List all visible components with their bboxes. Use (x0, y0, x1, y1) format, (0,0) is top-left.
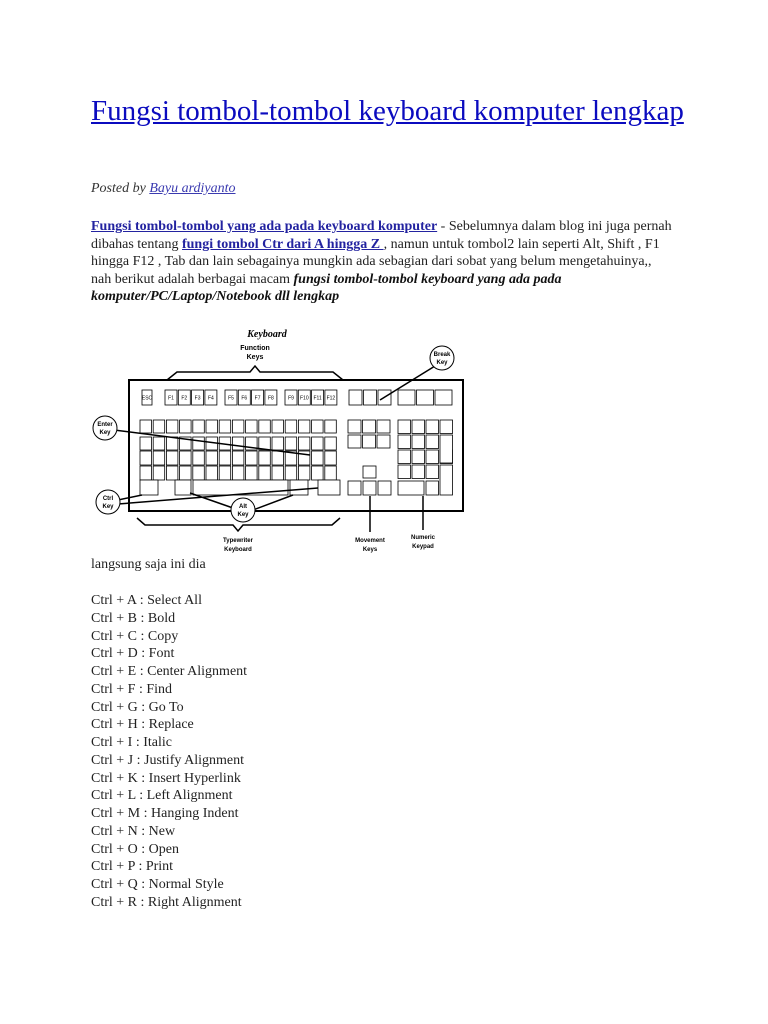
key (166, 466, 178, 480)
key (193, 420, 205, 433)
key (426, 481, 439, 495)
keyboard-diagram (80, 320, 480, 560)
key (378, 481, 391, 495)
key (272, 466, 284, 480)
key (140, 451, 152, 465)
key (140, 420, 152, 433)
intro-text: nah berikut adalah berbagai macam (91, 271, 294, 287)
key (166, 451, 178, 465)
key (417, 390, 434, 405)
key (285, 420, 297, 433)
key-label: ESC (141, 395, 153, 402)
key (426, 420, 439, 434)
key (180, 466, 192, 480)
shortcut-item: Ctrl + Q : Normal Style (91, 877, 224, 892)
label-break: Break (433, 352, 451, 358)
key (426, 435, 439, 449)
key (193, 466, 205, 480)
key (193, 480, 288, 495)
key (440, 465, 453, 495)
key (440, 435, 453, 463)
intro-bold: fungsi tombol-tombol keyboard yang ada pada komputer/PC/Laptop/Notebook dll lengkap (91, 271, 562, 305)
key (153, 437, 165, 450)
key (272, 420, 284, 433)
key (412, 450, 425, 464)
key (232, 437, 244, 450)
shortcut-item: Ctrl + B : Bold (91, 610, 176, 626)
key (180, 451, 192, 465)
break-key-callout (430, 346, 454, 370)
intro-text: , namun untuk tombol2 lain seperti Alt, Shift , F1 hingga F12 , Tab dan lain sebagainya mungkin ada sebagian dari sobat yang belum mengetahuinya,, (91, 236, 660, 270)
key (364, 390, 377, 405)
key (325, 451, 337, 465)
key (398, 390, 415, 405)
label-ctrl: Ctrl (102, 496, 114, 502)
label-alt: Key (237, 512, 249, 518)
key (312, 420, 324, 433)
key (272, 451, 284, 465)
key (140, 437, 152, 450)
label-movement: Movement (355, 538, 385, 544)
key (398, 481, 424, 495)
key (363, 420, 376, 433)
key (426, 465, 439, 479)
label-typewriter: Keyboard (224, 547, 252, 553)
key (193, 437, 205, 450)
author-link[interactable]: Bayu ardiyanto (149, 181, 236, 196)
post-title-link[interactable]: Fungsi tombol-tombol keyboard komputer lengkap (91, 95, 684, 127)
shortcut-item: Ctrl + O : Open (91, 841, 179, 857)
key (259, 466, 271, 480)
key (377, 420, 390, 433)
key-label: F9 (288, 395, 294, 402)
key (298, 420, 310, 433)
intro-link-ctrl[interactable]: fungi tombol Ctr dari A hingga Z (181, 236, 384, 252)
key (272, 437, 284, 450)
ctrl-key-callout (96, 490, 120, 514)
key-label: F5 (228, 395, 234, 402)
lead-text: langsung saja ini dia (91, 557, 206, 572)
key (246, 466, 258, 480)
key (298, 466, 310, 480)
key (166, 437, 178, 450)
shortcut-item: Ctrl + H : Replace (91, 717, 194, 733)
key (153, 466, 165, 480)
key (219, 466, 231, 480)
label-enter: Key (99, 430, 111, 436)
alt-key-callout (231, 498, 255, 522)
key (219, 451, 231, 465)
key (363, 435, 376, 448)
key (153, 451, 165, 465)
shortcut-list (91, 592, 247, 912)
key (348, 481, 361, 495)
label-function: Function (240, 345, 270, 352)
key (435, 390, 452, 405)
key (298, 437, 310, 450)
key (206, 420, 218, 433)
key (246, 420, 258, 433)
label-enter: Enter (97, 422, 113, 428)
shortcut-item: Ctrl + P : Print (91, 859, 174, 875)
enter-key-callout (93, 416, 117, 440)
key (398, 435, 411, 449)
label-numeric: Numeric (410, 535, 436, 541)
key (318, 480, 340, 495)
key (140, 480, 158, 495)
key (180, 420, 192, 433)
key (349, 390, 362, 405)
key (259, 451, 271, 465)
key (440, 420, 453, 434)
diagram-title: Keyboard (247, 329, 287, 340)
key (206, 451, 218, 465)
key (246, 451, 258, 465)
function-bracket (167, 366, 343, 380)
shortcut-item: Ctrl + R : Right Alignment (91, 894, 242, 910)
label-typewriter: Typewriter (223, 538, 253, 544)
key-label: F7 (254, 395, 261, 402)
shortcut-item: Ctrl + D : Font (91, 646, 175, 662)
key (348, 420, 361, 433)
key (206, 466, 218, 480)
key (290, 480, 308, 495)
key-label: F11 (313, 395, 322, 402)
key (377, 435, 390, 448)
key (412, 435, 425, 449)
key (193, 451, 205, 465)
intro-text: - Sebelumnya dalam blog ini juga pernah dibahas tentang (91, 219, 672, 252)
key (325, 420, 337, 433)
key (175, 480, 191, 495)
key (398, 465, 411, 479)
key (285, 437, 297, 450)
label-alt: Alt (239, 504, 247, 510)
shortcut-item: Ctrl + J : Justify Alignment (91, 752, 244, 768)
key (325, 466, 337, 480)
key (363, 466, 376, 478)
key (398, 420, 411, 434)
shortcut-item: Ctrl + G : Go To (91, 699, 184, 715)
key (312, 437, 324, 450)
key-label: F1 (168, 395, 174, 402)
key (232, 451, 244, 465)
key (259, 420, 271, 433)
key (398, 450, 411, 464)
shortcut-item: Ctrl + F : Find (91, 681, 173, 697)
key (426, 450, 439, 464)
key (219, 420, 231, 433)
shortcut-item: Ctrl + I : Italic (91, 735, 172, 750)
shortcut-item: Ctrl + E : Center Alignment (91, 664, 248, 679)
key-label: F6 (241, 395, 248, 402)
key (312, 451, 324, 465)
key (412, 420, 425, 434)
key (412, 465, 425, 479)
label-numeric: Keypad (412, 544, 434, 550)
label-ctrl: Key (102, 504, 114, 510)
shortcut-item: Ctrl + K : Insert Hyperlink (91, 770, 241, 786)
post-meta (91, 181, 236, 197)
key (140, 466, 152, 480)
key-label: F8 (267, 395, 274, 402)
shortcut-item: Ctrl + C : Copy (91, 628, 179, 644)
key-label: F4 (207, 395, 214, 402)
post-title (91, 94, 711, 128)
label-break: Key (436, 360, 448, 366)
key (312, 466, 324, 480)
intro-paragraph (91, 218, 681, 306)
key-label: F12 (326, 395, 336, 402)
shortcut-item: Ctrl + N : New (91, 823, 176, 839)
key (348, 435, 361, 448)
intro-link-keyboard[interactable]: Fungsi tombol-tombol yang ada pada keyboard komputer (91, 219, 438, 234)
key-label: F2 (181, 395, 188, 402)
key-label: F10 (299, 395, 309, 402)
shortcut-item: Ctrl + L : Left Alignment (91, 788, 233, 804)
key (232, 420, 244, 433)
key-label: F3 (194, 395, 201, 402)
key (325, 437, 337, 450)
label-function: Keys (246, 354, 264, 361)
shortcut-item: Ctrl + M : Hanging Indent (91, 806, 239, 821)
label-movement: Keys (362, 547, 378, 553)
key (232, 466, 244, 480)
posted-by-label: Posted by (91, 181, 146, 196)
shortcut-item: Ctrl + A : Select All (91, 593, 202, 608)
key (153, 420, 165, 433)
key (166, 420, 178, 433)
key (285, 466, 297, 480)
key (363, 481, 376, 495)
